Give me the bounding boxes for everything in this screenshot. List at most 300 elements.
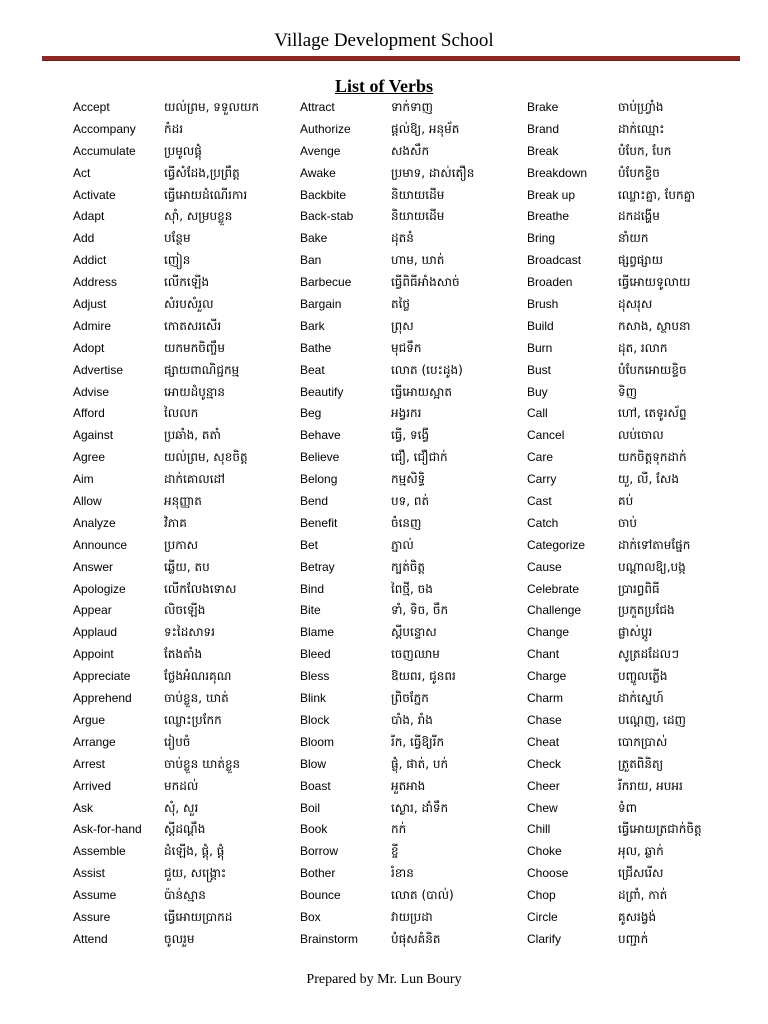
- verb-khmer: សុំ, សួរ: [164, 800, 199, 815]
- verb-english: Bargain: [300, 297, 342, 312]
- verb-english: Assist: [73, 866, 106, 881]
- verb-english: Chase: [527, 712, 562, 727]
- verb-column-3: [527, 97, 753, 951]
- verb-english: Brand: [527, 121, 560, 136]
- verb-row: [300, 272, 526, 294]
- verb-english: Bite: [300, 603, 321, 618]
- verb-khmer: ចំនេញ: [391, 515, 422, 530]
- verb-english: Bet: [300, 537, 319, 552]
- verb-english: Brush: [527, 297, 559, 312]
- verb-khmer: យកចិត្តទុកដាក់: [618, 450, 687, 465]
- verb-row: [73, 360, 299, 382]
- verb-khmer: ដាក់ស្នេហ៍: [618, 691, 664, 706]
- verb-english: Bake: [300, 231, 328, 246]
- verb-khmer: ទាំ, ទិច, ចឹក: [391, 603, 449, 618]
- verb-khmer: យកមកចិញ្ចឹម: [164, 340, 225, 355]
- verb-english: Admire: [73, 318, 112, 333]
- verb-khmer: ជ្រើសរើស: [618, 866, 664, 881]
- verb-khmer: ស្ងោរ, ដាំទឹក: [391, 800, 449, 815]
- verb-english: Avenge: [300, 143, 341, 158]
- verb-row: [73, 841, 299, 863]
- verb-row: [527, 119, 753, 141]
- verb-row: [300, 644, 526, 666]
- verb-row: [73, 294, 299, 316]
- verb-row: [73, 666, 299, 688]
- verb-english: Apprehend: [73, 691, 132, 706]
- verb-row: [527, 841, 753, 863]
- verb-khmer: ដព្រាំ, កាត់: [618, 888, 668, 903]
- verb-khmer: បំបែក, បែក: [618, 143, 672, 158]
- footer-credit: Prepared by Mr. Lun Boury: [306, 972, 462, 987]
- verb-english: Assume: [73, 888, 117, 903]
- verb-english: Belong: [300, 472, 338, 487]
- verb-english: Block: [300, 712, 330, 727]
- verb-khmer: ប្រមូលផ្តុំ: [164, 143, 202, 158]
- verb-english: Adjust: [73, 297, 107, 312]
- verb-khmer: ចូលរួម: [164, 931, 195, 946]
- verb-khmer: តថ្លៃ: [391, 297, 411, 312]
- verb-row: [300, 907, 526, 929]
- verb-khmer: ប្រារព្ធពិធី: [618, 581, 660, 596]
- verb-row: [300, 776, 526, 798]
- verb-khmer: ព្រិចភ្នែក: [391, 691, 429, 706]
- verb-row: [300, 338, 526, 360]
- verb-english: Apologize: [73, 581, 126, 596]
- verb-row: [73, 644, 299, 666]
- verb-english: Clarify: [527, 931, 562, 946]
- verb-khmer: ផ្សាយពាណិជ្ជកម្ម: [164, 362, 240, 377]
- verb-row: [527, 863, 753, 885]
- verb-row: [300, 819, 526, 841]
- verb-row: [300, 382, 526, 404]
- verb-row: [527, 688, 753, 710]
- verb-khmer: ប៉ាន់ស្មាន: [164, 888, 206, 903]
- verb-row: [73, 622, 299, 644]
- verb-khmer: យល់ព្រម, ទទួលយក: [164, 100, 259, 114]
- verb-khmer: ដុត, រលាក: [618, 340, 668, 355]
- verb-row: [527, 294, 753, 316]
- verb-khmer: បំបែកខ្ទិច: [618, 165, 660, 180]
- verb-khmer: ឆ្លើយ, តប: [164, 559, 210, 574]
- verb-khmer: សងសឹក: [391, 143, 430, 158]
- verb-english: Bathe: [300, 340, 332, 355]
- verb-row: [300, 185, 526, 207]
- verb-khmer: រីក, ធ្វើឱ្យរីក: [391, 734, 445, 749]
- verb-khmer: លោត (បាល់): [391, 888, 454, 903]
- verb-khmer: និយាយដើម: [391, 209, 445, 224]
- verb-khmer: បញ្ចូលភ្លើង: [618, 669, 668, 684]
- verb-row: [73, 688, 299, 710]
- verb-khmer: និយាយដើម: [391, 187, 445, 202]
- verb-khmer: ផ្លាស់ប្តូរ: [618, 625, 653, 640]
- verb-khmer: ធ្វើអោយដំណើរការ: [164, 187, 248, 202]
- verb-english: Broadcast: [527, 253, 582, 268]
- verb-row: [300, 360, 526, 382]
- verb-row: [527, 754, 753, 776]
- verb-row: [300, 206, 526, 228]
- verb-row: [300, 798, 526, 820]
- verb-english: Adapt: [73, 209, 105, 224]
- verb-khmer: ចាប់ហ្វ្រាំង: [618, 100, 664, 114]
- verb-english: Boil: [300, 800, 321, 815]
- verb-khmer: បណ្តាលឱ្យ,បង្ក: [618, 559, 686, 574]
- verb-english: Addict: [73, 253, 107, 268]
- verb-english: Attend: [73, 931, 108, 946]
- school-name: Village Development School: [274, 30, 494, 51]
- verb-khmer: កម្មសិទ្ធិ: [391, 472, 426, 487]
- verb-row: [73, 776, 299, 798]
- verb-english: Ban: [300, 253, 322, 268]
- verb-row: [73, 754, 299, 776]
- verb-row: [300, 841, 526, 863]
- verb-row: [300, 469, 526, 491]
- verb-english: Categorize: [527, 537, 586, 552]
- verb-khmer: បំផុសគំនិត: [391, 931, 441, 946]
- verb-row: [300, 119, 526, 141]
- verb-khmer: ជួយ, សង្គ្រោះ: [164, 866, 227, 881]
- verb-row: [73, 272, 299, 294]
- verb-english: Add: [73, 231, 95, 246]
- verb-english: Bark: [300, 318, 325, 333]
- verb-khmer: ចាប់ខ្លួន, ឃាត់: [164, 691, 229, 706]
- verb-row: [73, 885, 299, 907]
- verb-row: [527, 907, 753, 929]
- verb-english: Afford: [73, 406, 105, 421]
- verb-row: [527, 97, 753, 119]
- verb-row: [300, 600, 526, 622]
- verb-khmer: ធ្វើអោយប្រាកដ: [164, 909, 233, 924]
- verb-english: Aim: [73, 472, 94, 487]
- verb-row: [527, 885, 753, 907]
- verb-english: Act: [73, 165, 91, 180]
- verb-english: Answer: [73, 559, 114, 574]
- verb-english: Applaud: [73, 625, 118, 640]
- verb-english: Call: [527, 406, 548, 421]
- verb-row: [300, 425, 526, 447]
- verb-english: Bounce: [300, 888, 341, 903]
- verb-row: [73, 535, 299, 557]
- verb-english: Accumulate: [73, 143, 136, 158]
- verb-english: Chop: [527, 888, 556, 903]
- verb-english: Ask-for-hand: [73, 822, 142, 837]
- verb-english: Advertise: [73, 362, 124, 377]
- verb-column-2: [300, 97, 526, 951]
- verb-english: Brainstorm: [300, 931, 359, 946]
- verb-english: Beautify: [300, 384, 344, 399]
- verb-khmer: ដាក់ទៅតាមផ្នែក: [618, 537, 691, 552]
- verb-row: [527, 513, 753, 535]
- verb-english: Bend: [300, 494, 329, 509]
- verb-row: [527, 228, 753, 250]
- verb-english: Chant: [527, 647, 560, 662]
- verb-english: Catch: [527, 515, 559, 530]
- verb-khmer: បាំង, រាំង: [391, 712, 433, 727]
- verb-khmer: ជឿ, ជឿជាក់: [391, 450, 448, 465]
- verb-row: [73, 382, 299, 404]
- verb-khmer: អង្វរករ: [391, 406, 422, 421]
- verb-row: [73, 863, 299, 885]
- verb-row: [527, 622, 753, 644]
- verb-row: [73, 579, 299, 601]
- verb-english: Blink: [300, 691, 327, 706]
- verb-english: Ask: [73, 800, 94, 815]
- verb-khmer: លើកឡើង: [164, 275, 210, 290]
- verb-row: [527, 644, 753, 666]
- verb-khmer: ឈ្លោះគ្នា, បែកគ្នា: [618, 187, 696, 202]
- verb-row: [300, 513, 526, 535]
- verb-row: [300, 294, 526, 316]
- verb-row: [73, 600, 299, 622]
- verb-english: Barbecue: [300, 275, 352, 290]
- verb-english: Believe: [300, 450, 340, 465]
- verb-khmer: ដុសរុស: [618, 297, 653, 312]
- verb-khmer: លៃលក: [164, 406, 199, 421]
- verb-khmer: ក្បត់ចិត្ត: [391, 559, 426, 574]
- verb-english: Bother: [300, 866, 336, 881]
- verb-khmer: ផ្លុំ, ផាត់, បក់: [391, 756, 449, 771]
- verb-row: [73, 907, 299, 929]
- verb-english: Chew: [527, 800, 558, 815]
- verb-english: Choose: [527, 866, 569, 881]
- verb-khmer: អនុញ្ញាត: [164, 494, 202, 509]
- verb-row: [300, 929, 526, 951]
- verb-row: [73, 403, 299, 425]
- verb-english: Care: [527, 450, 554, 465]
- verb-row: [527, 141, 753, 163]
- verb-english: Cheat: [527, 734, 560, 749]
- verb-row: [73, 425, 299, 447]
- verb-row: [527, 316, 753, 338]
- verb-row: [73, 97, 299, 119]
- verb-row: [300, 97, 526, 119]
- verb-row: [300, 579, 526, 601]
- verb-row: [527, 360, 753, 382]
- verb-row: [73, 228, 299, 250]
- verb-english: Address: [73, 275, 118, 290]
- verb-khmer: ធ្វើពិធីអាំងសាច់: [391, 275, 460, 290]
- verb-row: [73, 316, 299, 338]
- verb-row: [73, 185, 299, 207]
- verb-column-1: [73, 97, 299, 951]
- verb-row: [73, 798, 299, 820]
- verb-khmer: បញ្ជាក់: [618, 931, 649, 946]
- verb-khmer: លោត (បេះដូង): [391, 362, 463, 377]
- verb-english: Cheer: [527, 778, 560, 793]
- verb-english: Accept: [73, 100, 110, 114]
- verb-row: [300, 732, 526, 754]
- verb-khmer: លិចឡើង: [164, 603, 206, 618]
- verb-english: Cause: [527, 559, 562, 574]
- verb-khmer: ដាក់ឈ្មោះ: [618, 121, 665, 136]
- verb-khmer: ស្តីដណ្តឹង: [164, 822, 206, 837]
- verb-english: Boast: [300, 778, 331, 793]
- verb-khmer: គូសរង្វង់: [618, 909, 657, 924]
- verb-khmer: ញៀន: [164, 253, 191, 268]
- verb-english: Activate: [73, 187, 116, 202]
- verb-english: Backbite: [300, 187, 347, 202]
- verb-english: Challenge: [527, 603, 582, 618]
- verb-row: [73, 469, 299, 491]
- verb-row: [527, 382, 753, 404]
- verb-khmer: ទាក់ទាញ: [391, 100, 433, 114]
- verb-english: Assemble: [73, 844, 126, 859]
- verb-khmer: ចេញឈាម: [391, 647, 440, 662]
- verb-english: Burn: [527, 340, 553, 355]
- verb-khmer: វាយប្រដា: [391, 909, 433, 924]
- verb-khmer: អួតអាង: [391, 778, 426, 793]
- verb-english: Carry: [527, 472, 557, 487]
- verb-english: Charm: [527, 691, 564, 706]
- verb-khmer: យល់ព្រម, សុខចិត្ត: [164, 450, 248, 465]
- verb-row: [300, 863, 526, 885]
- verb-english: Charge: [527, 669, 567, 684]
- verb-english: Cancel: [527, 428, 565, 443]
- verb-khmer: អុល, ឆ្លាក់: [618, 844, 664, 859]
- verb-row: [527, 185, 753, 207]
- verb-khmer: ដុតនំ: [391, 231, 414, 246]
- verb-english: Bleed: [300, 647, 331, 662]
- verb-khmer: មកដល់: [164, 778, 199, 793]
- verb-khmer: ប្រមាទ, ដាស់តឿន: [391, 165, 475, 180]
- verb-row: [73, 163, 299, 185]
- page-title: List of Verbs: [334, 76, 433, 96]
- verb-khmer: ធ្វើអោយទូលាយ: [618, 275, 691, 290]
- verb-row: [527, 600, 753, 622]
- verb-khmer: បណ្តេញ, ដេញ: [618, 712, 686, 727]
- verb-khmer: សូត្រដដែលៗ: [618, 647, 679, 662]
- verb-english: Announce: [73, 537, 128, 552]
- verb-khmer: ផ្តល់ឱ្យ, អនុម័ត: [391, 121, 460, 136]
- verb-row: [73, 819, 299, 841]
- verb-khmer: ខ្ចី: [391, 844, 399, 859]
- verb-row: [527, 206, 753, 228]
- verb-khmer: ដកដង្ហើម: [618, 209, 660, 224]
- verb-row: [300, 250, 526, 272]
- verb-row: [300, 316, 526, 338]
- verb-row: [73, 141, 299, 163]
- verb-row: [527, 929, 753, 951]
- verb-english: Cast: [527, 494, 552, 509]
- verb-khmer: ដំឡើង, ផ្តុំ, ផ្តុំ: [164, 844, 225, 859]
- verb-row: [527, 798, 753, 820]
- verb-khmer: ប្រកាស: [164, 537, 199, 552]
- verb-english: Argue: [73, 712, 106, 727]
- verb-khmer: រំខាន: [391, 866, 414, 881]
- verb-khmer: ព្រុស: [391, 318, 414, 333]
- verb-khmer: សំរបសំរួល: [164, 297, 214, 312]
- verb-english: Break up: [527, 187, 576, 202]
- verb-english: Against: [73, 428, 114, 443]
- verb-english: Back-stab: [300, 209, 354, 224]
- verb-row: [300, 535, 526, 557]
- verb-khmer: ឈ្លោះប្រកែក: [164, 712, 222, 727]
- verb-row: [300, 491, 526, 513]
- verb-english: Book: [300, 822, 328, 837]
- verb-row: [73, 338, 299, 360]
- verb-english: Bring: [527, 231, 556, 246]
- verb-english: Bind: [300, 581, 325, 596]
- verb-row: [73, 513, 299, 535]
- verb-khmer: ធ្វើសំដែង,ប្រព្រឹត្ត: [164, 165, 240, 180]
- verb-khmer: កំដរ: [164, 121, 184, 136]
- verb-english: Brake: [527, 100, 559, 114]
- verb-row: [300, 403, 526, 425]
- verb-english: Chill: [527, 822, 551, 837]
- verb-row: [300, 754, 526, 776]
- verb-row: [527, 338, 753, 360]
- verb-english: Benefit: [300, 515, 338, 530]
- verb-khmer: ផ្សព្វផ្សាយ: [618, 253, 664, 268]
- verb-khmer: ចាប់ខ្លួន ឃាត់ខ្លួន: [164, 756, 241, 771]
- verb-khmer: អោយដំបូន្មាន: [164, 384, 225, 399]
- verb-row: [300, 141, 526, 163]
- verb-row: [300, 885, 526, 907]
- verb-english: Accompany: [73, 121, 136, 136]
- verb-row: [527, 710, 753, 732]
- verb-khmer: ហាម, ឃាត់: [391, 253, 445, 268]
- verb-row: [73, 732, 299, 754]
- verb-row: [300, 447, 526, 469]
- verb-row: [527, 491, 753, 513]
- verb-khmer: ធ្វើអោយត្រជាក់ចិត្ត: [618, 822, 702, 837]
- verb-english: Bless: [300, 669, 330, 684]
- verb-english: Arrange: [73, 734, 116, 749]
- verb-khmer: វិភាគ: [164, 515, 187, 530]
- verb-khmer: កោតសរសើរ: [164, 318, 222, 333]
- verb-row: [527, 469, 753, 491]
- verb-khmer: គប់: [618, 494, 634, 509]
- verb-khmer: ទំពា: [618, 800, 638, 815]
- verb-khmer: មុជទឹក: [391, 340, 422, 355]
- verb-khmer: ហៅ, តេទូរស័ព្ទ: [618, 406, 687, 421]
- verb-english: Breathe: [527, 209, 570, 224]
- verb-row: [73, 929, 299, 951]
- verb-khmer: ត្រួតពិនិត្យ: [618, 756, 664, 771]
- verb-english: Allow: [73, 494, 102, 509]
- verb-row: [527, 579, 753, 601]
- verb-khmer: បំបែកអោយខ្ទិច: [618, 362, 687, 377]
- verb-english: Advise: [73, 384, 110, 399]
- verb-english: Awake: [300, 165, 336, 180]
- verb-row: [300, 688, 526, 710]
- verb-khmer: ឱយពរ, ជូនពរ: [391, 669, 456, 684]
- verb-row: [527, 425, 753, 447]
- verb-row: [73, 250, 299, 272]
- verb-khmer: បោកប្រាស់: [618, 734, 668, 749]
- verb-row: [527, 447, 753, 469]
- verb-english: Check: [527, 756, 562, 771]
- verb-khmer: ថ្លែងអំណរគុណ: [164, 669, 232, 684]
- verb-english: Adopt: [73, 340, 105, 355]
- verb-khmer: ប្រកួតប្រជែង: [618, 603, 675, 618]
- verb-english: Betray: [300, 559, 335, 574]
- verb-english: Authorize: [300, 121, 351, 136]
- verb-row: [527, 403, 753, 425]
- verb-english: Bloom: [300, 734, 335, 749]
- verb-english: Behave: [300, 428, 341, 443]
- verb-khmer: ធ្វើអោយស្អាត: [391, 384, 452, 399]
- verb-row: [73, 557, 299, 579]
- verb-khmer: ទិញ: [618, 384, 638, 399]
- verb-khmer: ចាប់: [618, 515, 638, 530]
- verb-english: Appear: [73, 603, 112, 618]
- verb-khmer: លប់ចោល: [618, 428, 664, 443]
- verb-english: Blow: [300, 756, 327, 771]
- verb-row: [527, 250, 753, 272]
- verb-english: Circle: [527, 909, 558, 924]
- verb-english: Borrow: [300, 844, 339, 859]
- verb-khmer: ទះដៃសាទរ: [164, 625, 215, 640]
